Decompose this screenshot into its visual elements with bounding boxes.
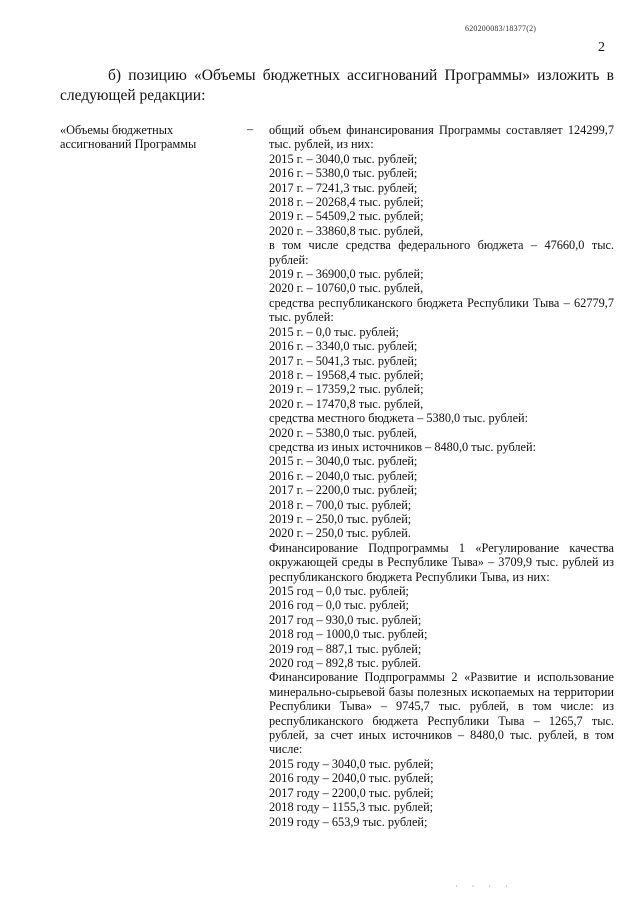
year-line: 2017 году – 2200,0 тыс. рублей; (269, 785, 434, 800)
year-line: 2015 г. – 3040,0 тыс. рублей; (269, 151, 418, 166)
other-block: средства из иных источников – 8480,0 тыс. рублей: (269, 439, 537, 454)
document-id: 620200083/18377(2) (465, 24, 537, 33)
year-line: 2020 г. – 250,0 тыс. рублей. (269, 526, 411, 541)
year-line: 2016 г. – 3340,0 тыс. рублей; (269, 339, 418, 354)
year-line: 2016 г. – 2040,0 тыс. рублей; (269, 468, 418, 483)
year-line: 2017 г. – 5041,3 тыс. рублей; (269, 353, 418, 368)
scan-specks: · · · · (455, 882, 514, 891)
year-line: 2020 г. – 33860,8 тыс. рублей, (269, 223, 424, 238)
year-line: 2020 г. – 10760,0 тыс. рублей, (269, 281, 424, 296)
federal-block: в том числе средства федерального бюджета – 47660,0 тыс. рублей: (269, 238, 614, 267)
year-line: 2019 год – 887,1 тыс. рублей; (269, 641, 422, 656)
year-line: 2020 г. – 17470,8 тыс. рублей, (269, 396, 424, 411)
year-line: 2018 г. – 19568,4 тыс. рублей; (269, 367, 424, 382)
year-line: 2015 год – 0,0 тыс. рублей; (269, 584, 409, 598)
federal-years (269, 267, 614, 296)
local-years (269, 426, 614, 440)
year-line: 2015 году – 3040,0 тыс. рублей; (269, 756, 434, 771)
year-line: 2020 год – 892,8 тыс. рублей. (269, 656, 421, 671)
left-label: «Объемы бюджетных ассигнований Программы (60, 123, 197, 152)
year-line: 2016 г. – 5380,0 тыс. рублей; (269, 166, 418, 181)
subprogram-2-years (269, 757, 614, 829)
year-line: 2019 г. – 36900,0 тыс. рублей; (269, 267, 424, 282)
year-line: 2015 г. – 3040,0 тыс. рублей; (269, 454, 418, 469)
year-line: 2018 г. – 700,0 тыс. рублей; (269, 497, 412, 512)
total-years (269, 152, 614, 238)
local-block: средства местного бюджета – 5380,0 тыс. рублей: (269, 411, 529, 426)
total-block: общий объем финансирования Программы составляет 124299,7 тыс. рублей, из них: (269, 123, 614, 152)
intro-paragraph: б) позицию «Объемы бюджетных ассигнований Программы» изложить в следующей редакции: (60, 67, 614, 104)
dash-separator: – (247, 122, 254, 136)
republic-years (269, 325, 614, 411)
year-line: 2017 г. – 2200,0 тыс. рублей; (269, 483, 418, 498)
year-line: 2016 году – 2040,0 тыс. рублей; (269, 771, 434, 786)
year-line: 2019 г. – 54509,2 тыс. рублей; (269, 209, 424, 224)
other-years (269, 454, 614, 540)
right-column (269, 123, 614, 829)
year-line: 2018 г. – 20268,4 тыс. рублей; (269, 195, 424, 210)
year-line: 2015 г. – 0,0 тыс. рублей; (269, 324, 399, 339)
year-line: 2016 год – 0,0 тыс. рублей; (269, 598, 409, 613)
republic-block: средства республиканского бюджета Республики Тыва – 62779,7 тыс. рублей: (269, 295, 614, 325)
year-line: 2018 году – 1155,3 тыс. рублей; (269, 800, 434, 815)
year-line: 2020 г. – 5380,0 тыс. рублей, (269, 425, 418, 440)
subprogram-1-years (269, 584, 614, 670)
year-line: 2017 г. – 7241,3 тыс. рублей; (269, 180, 418, 195)
year-line: 2017 год – 930,0 тыс. рублей; (269, 612, 422, 627)
subprogram-1-block: Финансирование Подпрограммы 1 «Регулирование качества окружающей среды в Республике Тыва» – 3709,9 тыс. рублей из республиканского бюджета Республики Тыва, из них: (269, 540, 614, 584)
year-line: 2019 году – 653,9 тыс. рублей; (269, 814, 428, 829)
year-line: 2019 г. – 250,0 тыс. рублей; (269, 511, 412, 526)
year-line: 2018 год – 1000,0 тыс. рублей; (269, 627, 428, 642)
subprogram-2-block: Финансирование Подпрограммы 2 «Развитие и использование минерально-сырьевой базы полезных ископаемых на территории Республики Тыва» – 9745,7 тыс. рублей, в том числе: из республиканского бюджета Республики Тыва – 1265,7 тыс. рублей, за счет иных источников – 8480,0 тыс. рублей, в том числе: (269, 670, 614, 757)
page-number: 2 (598, 40, 605, 55)
year-line: 2019 г. – 17359,2 тыс. рублей; (269, 382, 424, 397)
